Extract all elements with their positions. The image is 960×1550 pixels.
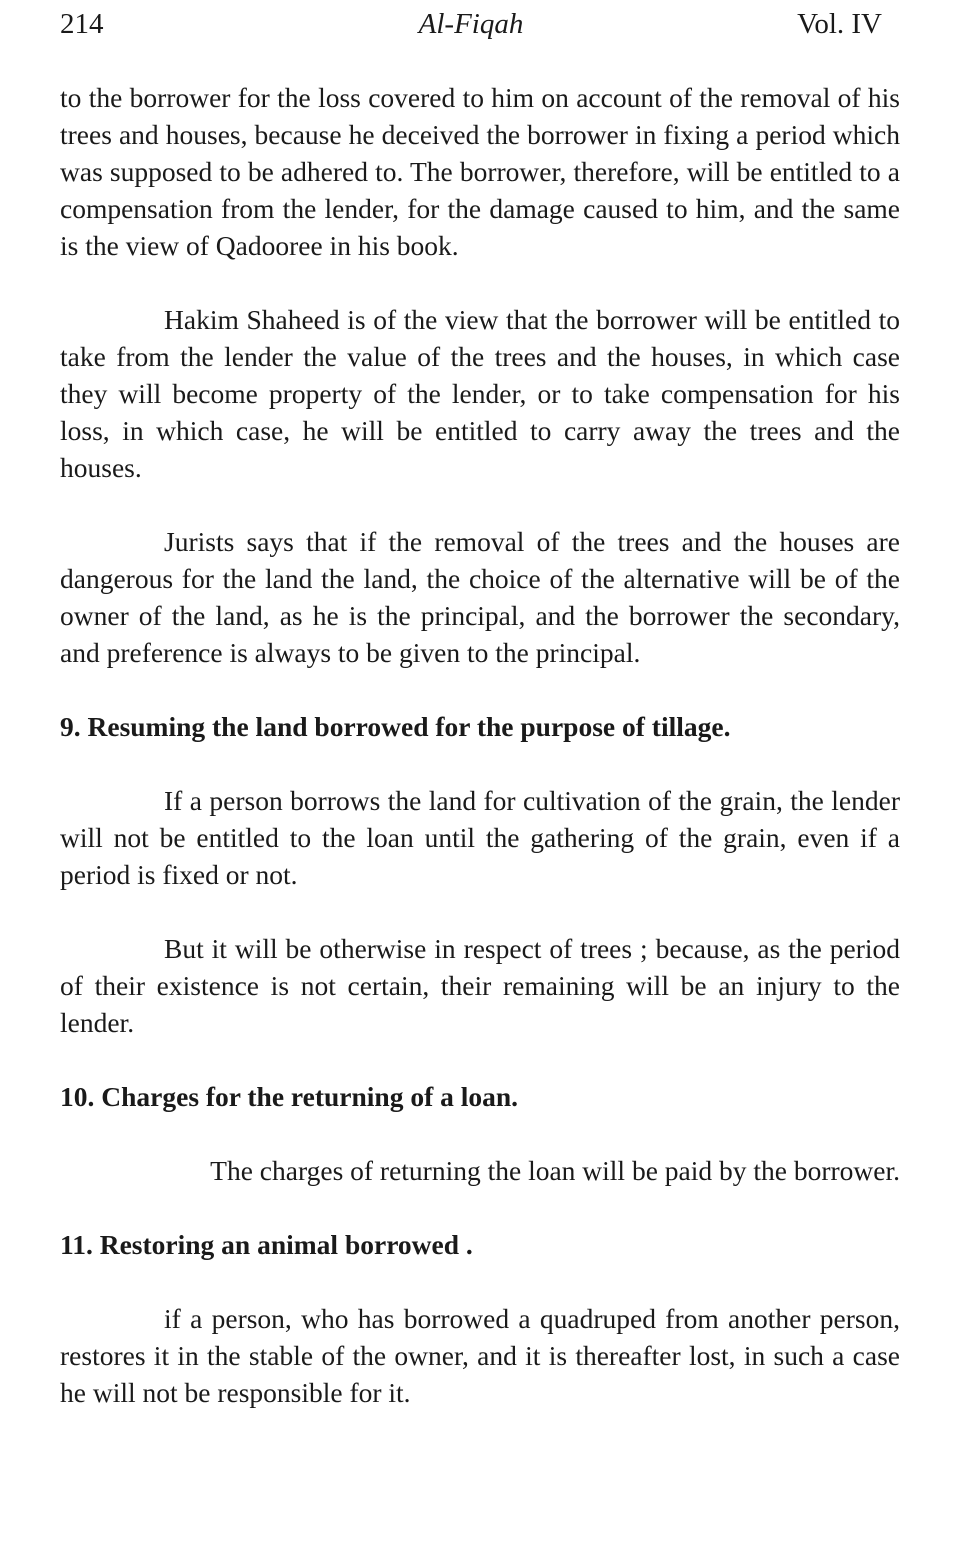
- paragraph-3: Jurists says that if the removal of the trees and the houses are dangerous for the land the land, the choice of the alternative will be of the owner of the land, as he is the principal, and the borrower the secondary, and preference is always to be given to the principal.: [60, 526, 900, 668]
- paragraph-gap: [60, 1041, 900, 1078]
- paragraph-1: to the borrower for the loss covered to him on account of the removal of his trees and houses, because he deceived the borrower in fixing a period which was supposed to be adhered to. The borrower, therefore, will be entitled to a compensation from the lender, for the damage caused to him, and the same is the view of Qadooree in his book.: [60, 82, 900, 261]
- page-body: [60, 79, 900, 1411]
- paragraph-gap: [60, 1115, 900, 1152]
- paragraph-gap: [60, 893, 900, 930]
- section-heading-9: 9. Resuming the land borrowed for the purpose of tillage.: [60, 711, 731, 742]
- paragraph-7: if a person, who has borrowed a quadruped from another person, restores it in the stable of the owner, and it is thereafter lost, in such a case he will not be responsible for it.: [60, 1303, 900, 1408]
- paragraph-gap: [60, 1189, 900, 1226]
- running-head: [60, 4, 882, 44]
- paragraph-4: If a person borrows the land for cultivation of the grain, the lender will not be entitled to the loan until the gathering of the grain, even if a period is fixed or not.: [60, 785, 900, 890]
- section-heading-11: 11. Restoring an animal borrowed .: [60, 1229, 473, 1260]
- paragraph-gap: [60, 486, 900, 523]
- paragraph-gap: [60, 264, 900, 301]
- section-heading-10: 10. Charges for the returning of a loan.: [60, 1081, 519, 1112]
- paragraph-6: The charges of returning the loan will be paid by the borrower.: [210, 1155, 900, 1186]
- paragraph-gap: [60, 671, 900, 708]
- paragraph-5: But it will be otherwise in respect of trees ; because, as the period of their existence is not certain, their remaining will be an injury to the lender.: [60, 933, 900, 1038]
- book-title: Al-Fiqah: [418, 8, 524, 40]
- page-number: 214: [60, 8, 104, 40]
- paragraph-gap: [60, 1263, 900, 1300]
- paragraph-gap: [60, 745, 900, 782]
- paragraph-2: Hakim Shaheed is of the view that the borrower will be entitled to take from the lender the value of the trees and the houses, in which case they will become property of the lender, or to take compensation for his loss, in which case, he will be entitled to carry away the trees and the houses.: [60, 304, 900, 483]
- volume-label: Vol. IV: [797, 8, 882, 40]
